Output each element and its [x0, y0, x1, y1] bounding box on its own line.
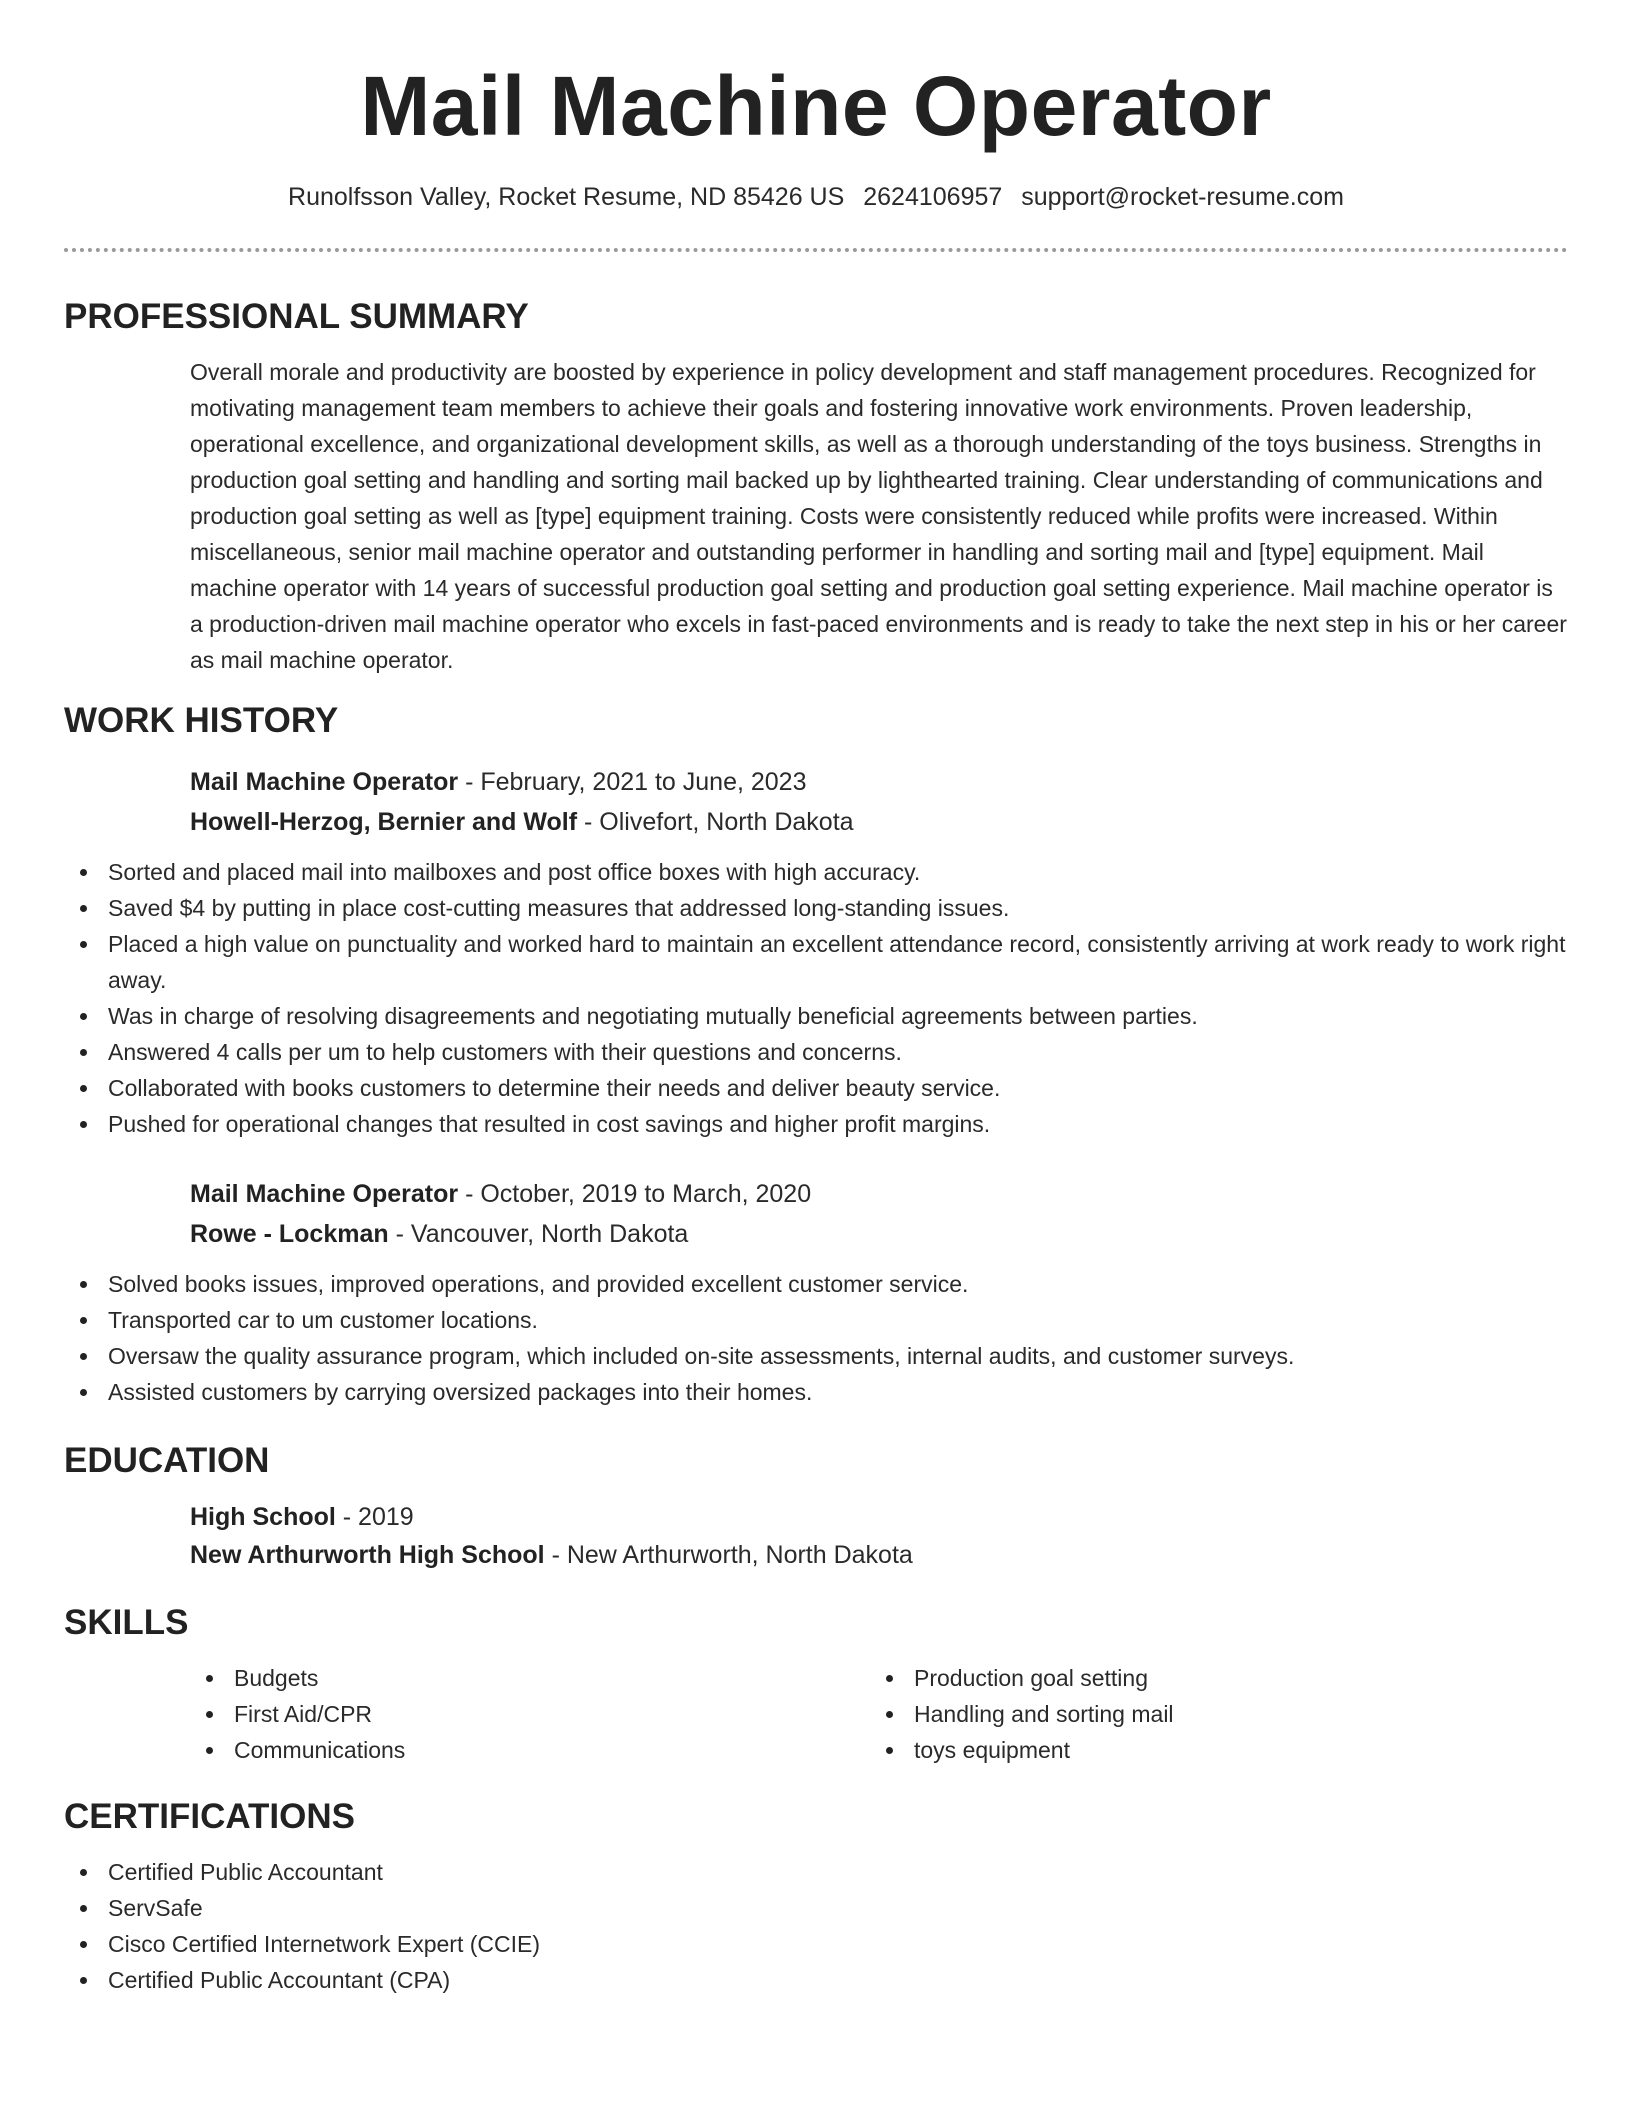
job-entry: [190, 1174, 1568, 1254]
job-dates: - October, 2019 to March, 2020: [458, 1180, 812, 1208]
job-company-line: [190, 802, 1568, 842]
list-item: Certified Public Accountant: [64, 1854, 1568, 1890]
job-company: Howell-Herzog, Bernier and Wolf: [190, 808, 578, 836]
education-entry: [190, 1498, 1568, 1574]
list-item: Solved books issues, improved operations, and provided excellent customer service.: [64, 1266, 1568, 1302]
list-item: toys equipment: [870, 1732, 1550, 1768]
education-school-line: [190, 1536, 1568, 1574]
certifications-heading: CERTIFICATIONS: [64, 1797, 356, 1836]
list-item: Placed a high value on punctuality and worked hard to maintain an excellent attendance record, consistently arriving at work ready to work right away.: [64, 926, 1568, 998]
summary-text: Overall morale and productivity are boosted by experience in policy development and staff management procedures. Recognized for motivating management team members to achieve their goals and fostering innovative work environments. Proven leadership, operational excellence, and organizational development skills, as well as a thorough understanding of the toys business. Strengths in production goal setting and handling and sorting mail backed up by lighthearted training. Clear understanding of communications and production goal setting as well as [type] equipment training. Costs were consistently reduced while profits were increased. Within miscellaneous, senior mail machine operator and outstanding performer in handling and sorting mail and [type] equipment. Mail machine operator with 14 years of successful production goal setting and production goal setting experience. Mail machine operator is a production-driven mail machine operator who excels in fast-paced environments and is ready to take the next step in his or her career as mail machine operator.: [190, 359, 1567, 673]
education-heading: EDUCATION: [64, 1441, 270, 1480]
skills-columns: [190, 1660, 1568, 1768]
certifications-list: [64, 1854, 1568, 1998]
list-item: Handling and sorting mail: [870, 1696, 1550, 1732]
education-year: - 2019: [335, 1503, 414, 1531]
list-item: Saved $4 by putting in place cost-cutting measures that addressed long-standing issues.: [64, 890, 1568, 926]
list-item: Communications: [190, 1732, 870, 1768]
job-title-line: [190, 762, 1568, 802]
list-item: Collaborated with books customers to determine their needs and deliver beauty service.: [64, 1070, 1568, 1106]
list-item: Budgets: [190, 1660, 870, 1696]
list-item: Certified Public Accountant (CPA): [64, 1962, 1568, 1998]
education-degree: High School: [190, 1503, 336, 1531]
job-location: - Olivefort, North Dakota: [577, 808, 854, 836]
list-item: Pushed for operational changes that resulted in cost savings and higher profit margins.: [64, 1106, 1568, 1142]
education-school: New Arthurworth High School: [190, 1541, 545, 1569]
contact-phone: 2624106957: [863, 183, 1003, 211]
job-role: Mail Machine Operator: [190, 1180, 459, 1208]
skills-right-list: [870, 1660, 1550, 1768]
list-item: First Aid/CPR: [190, 1696, 870, 1732]
list-item: Assisted customers by carrying oversized packages into their homes.: [64, 1374, 1568, 1410]
job-company-line: [190, 1214, 1568, 1254]
job-dates: - February, 2021 to June, 2023: [458, 768, 807, 796]
resume-page: [64, 0, 1568, 1998]
list-item: Was in charge of resolving disagreements and negotiating mutually beneficial agreements between parties.: [64, 998, 1568, 1034]
list-item: Oversaw the quality assurance program, which included on-site assessments, internal audits, and customer surveys.: [64, 1338, 1568, 1374]
list-item: Cisco Certified Internetwork Expert (CCIE): [64, 1926, 1568, 1962]
job-bullets: [64, 854, 1568, 1142]
list-item: Transported car to um customer locations.: [64, 1302, 1568, 1338]
job-title-line: [190, 1174, 1568, 1214]
education-degree-line: [190, 1498, 1568, 1536]
resume-name: Mail Machine Operator: [360, 59, 1272, 153]
header-divider: [64, 248, 1568, 252]
summary-heading: PROFESSIONAL SUMMARY: [64, 297, 529, 336]
work-history-heading: WORK HISTORY: [64, 701, 339, 740]
list-item: ServSafe: [64, 1890, 1568, 1926]
contact-address: Runolfsson Valley, Rocket Resume, ND 85426 US: [288, 183, 845, 211]
list-item: Answered 4 calls per um to help customers with their questions and concerns.: [64, 1034, 1568, 1070]
skills-heading: SKILLS: [64, 1603, 189, 1642]
education-location: - New Arthurworth, North Dakota: [544, 1541, 913, 1569]
contact-line: [64, 182, 1568, 212]
list-item: Production goal setting: [870, 1660, 1550, 1696]
job-role: Mail Machine Operator: [190, 768, 459, 796]
job-company: Rowe - Lockman: [190, 1220, 389, 1248]
skills-left-list: [190, 1660, 870, 1768]
job-entry: [190, 762, 1568, 842]
list-item: Sorted and placed mail into mailboxes and post office boxes with high accuracy.: [64, 854, 1568, 890]
job-bullets: [64, 1266, 1568, 1410]
contact-email: support@rocket-resume.com: [1021, 183, 1344, 211]
job-location: - Vancouver, North Dakota: [388, 1220, 689, 1248]
